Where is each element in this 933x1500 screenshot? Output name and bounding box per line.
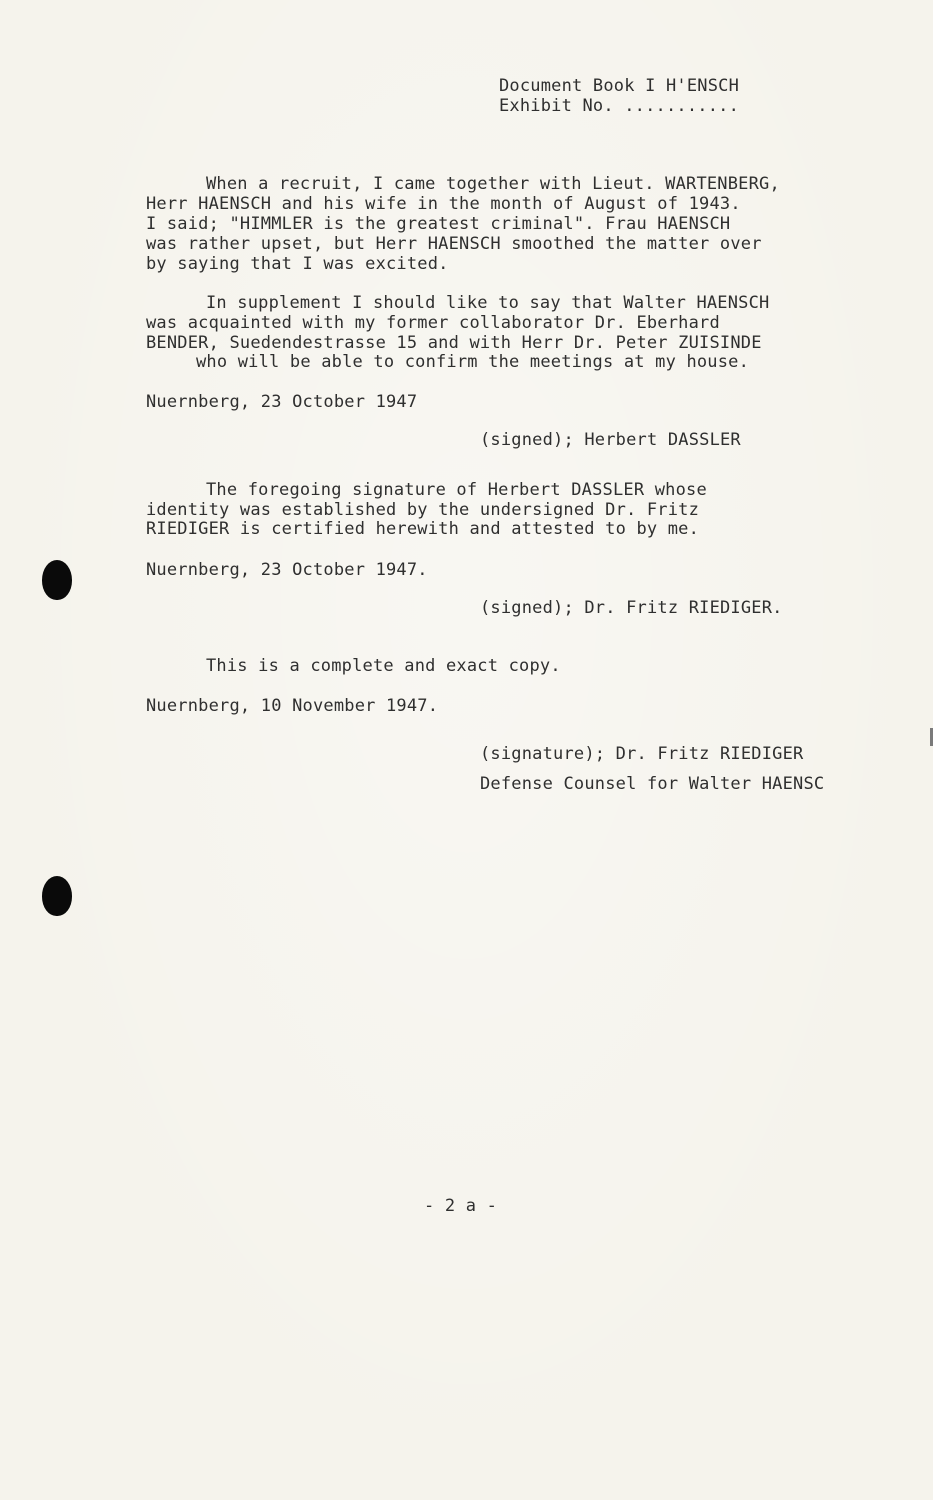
punch-hole-bottom: [42, 876, 72, 916]
date-line-2: Nuernberg, 23 October 1947.: [146, 560, 428, 580]
paragraph-3-line-2: identity was established by the undersigned Dr. Fritz: [146, 500, 700, 520]
paragraph-1-line-4: was rather upset, but Herr HAENSCH smoothed the matter over: [146, 234, 762, 254]
punch-hole-top: [42, 560, 72, 600]
signed-dassler: (signed); Herbert DASSLER: [480, 430, 741, 450]
signed-riediger: (signed); Dr. Fritz RIEDIGER.: [480, 598, 783, 618]
paragraph-1-line-3: I said; "HIMMLER is the greatest criminal". Frau HAENSCH: [146, 214, 731, 234]
date-line-1: Nuernberg, 23 October 1947: [146, 392, 418, 412]
paragraph-2-line-1: In supplement I should like to say that Walter HAENSCH: [206, 293, 770, 313]
document-book-header: Document Book I H'ENSCH: [499, 76, 740, 96]
paragraph-1-line-5: by saying that I was excited.: [146, 254, 449, 274]
paragraph-3-line-1: The foregoing signature of Herbert DASSLER whose: [206, 480, 707, 500]
defense-counsel: Defense Counsel for Walter HAENSC: [480, 774, 825, 794]
paragraph-2-line-3: BENDER, Suedendestrasse 15 and with Herr Dr. Peter ZUISINDE: [146, 333, 762, 353]
paragraph-3-line-3: RIEDIGER is certified herewith and attested to by me.: [146, 519, 700, 539]
paragraph-1-line-1: When a recruit, I came together with Lieut. WARTENBERG,: [206, 174, 780, 194]
paragraph-2-line-2: was acquainted with my former collaborator Dr. Eberhard: [146, 313, 720, 333]
paragraph-1-line-2: Herr HAENSCH and his wife in the month of August of 1943.: [146, 194, 741, 214]
exhibit-number: Exhibit No. ...........: [499, 96, 740, 116]
date-line-3: Nuernberg, 10 November 1947.: [146, 696, 439, 716]
signature-riediger: (signature); Dr. Fritz RIEDIGER: [480, 744, 804, 764]
paragraph-2-line-4: who will be able to confirm the meetings at my house.: [196, 352, 750, 372]
copy-certification: This is a complete and exact copy.: [206, 656, 561, 676]
page-number: - 2 a -: [424, 1196, 498, 1216]
